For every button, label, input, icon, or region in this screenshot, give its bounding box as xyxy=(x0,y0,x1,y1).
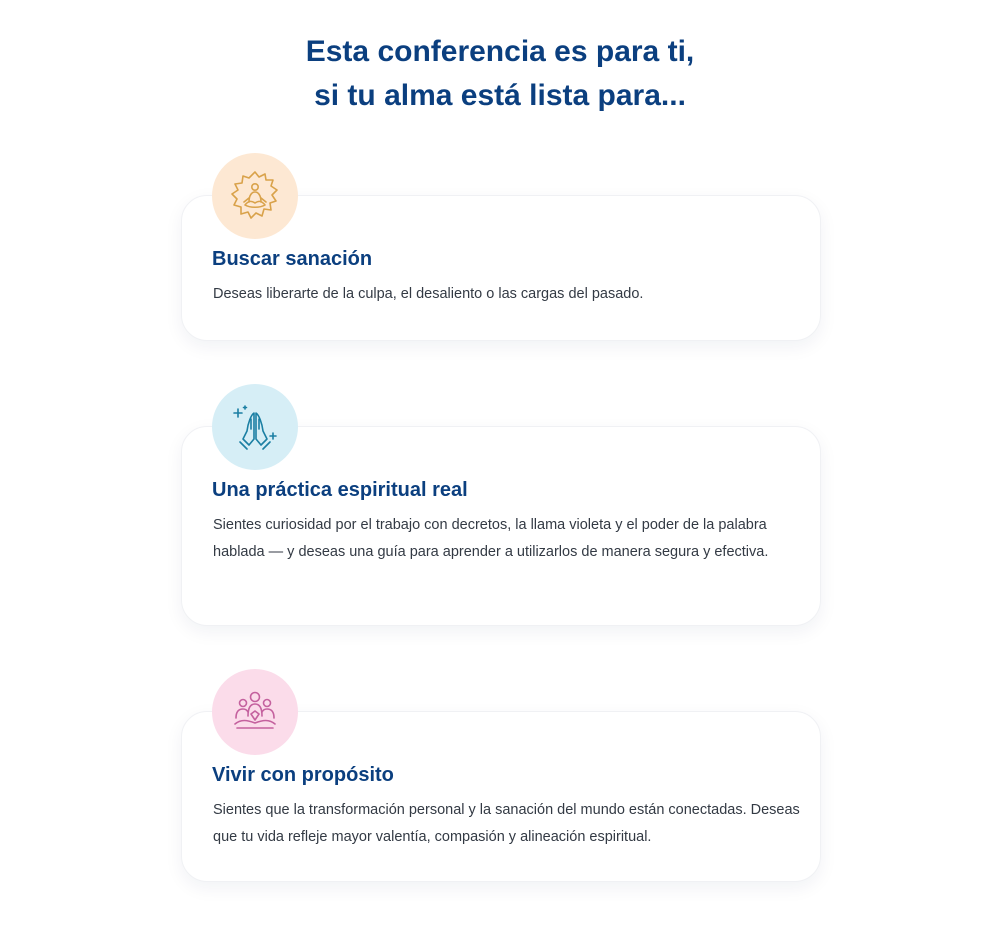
praying-hands-icon xyxy=(227,399,283,455)
heading-line-1: Esta conferencia es para ti, xyxy=(305,35,695,68)
card-1-description: Deseas liberarte de la culpa, el desaliento o las cargas del pasado. xyxy=(213,286,644,302)
card-3-icon-badge xyxy=(212,669,298,755)
section-heading xyxy=(0,30,1000,118)
card-1-title: Buscar sanación xyxy=(212,248,373,270)
meditation-sun-icon xyxy=(227,168,283,224)
group-community-icon xyxy=(227,684,283,740)
card-2-icon-badge xyxy=(212,384,298,470)
card-3-title: Vivir con propósito xyxy=(212,764,394,786)
card-2-title: Una práctica espiritual real xyxy=(212,479,468,501)
card-2-description: Sientes curiosidad por el trabajo con decretos, la llama violeta y el poder de la palabra hablada — y deseas una guía para aprender a utilizarlos de manera segura y efectiva. xyxy=(213,517,769,560)
heading-line-2: si tu alma está lista para... xyxy=(314,79,686,112)
card-1-icon-badge xyxy=(212,153,298,239)
card-3-description: Sientes que la transformación personal y la sanación del mundo están conectadas. Deseas que tu vida refleje mayor valentía, compasión y alineación espiritual. xyxy=(213,802,800,845)
